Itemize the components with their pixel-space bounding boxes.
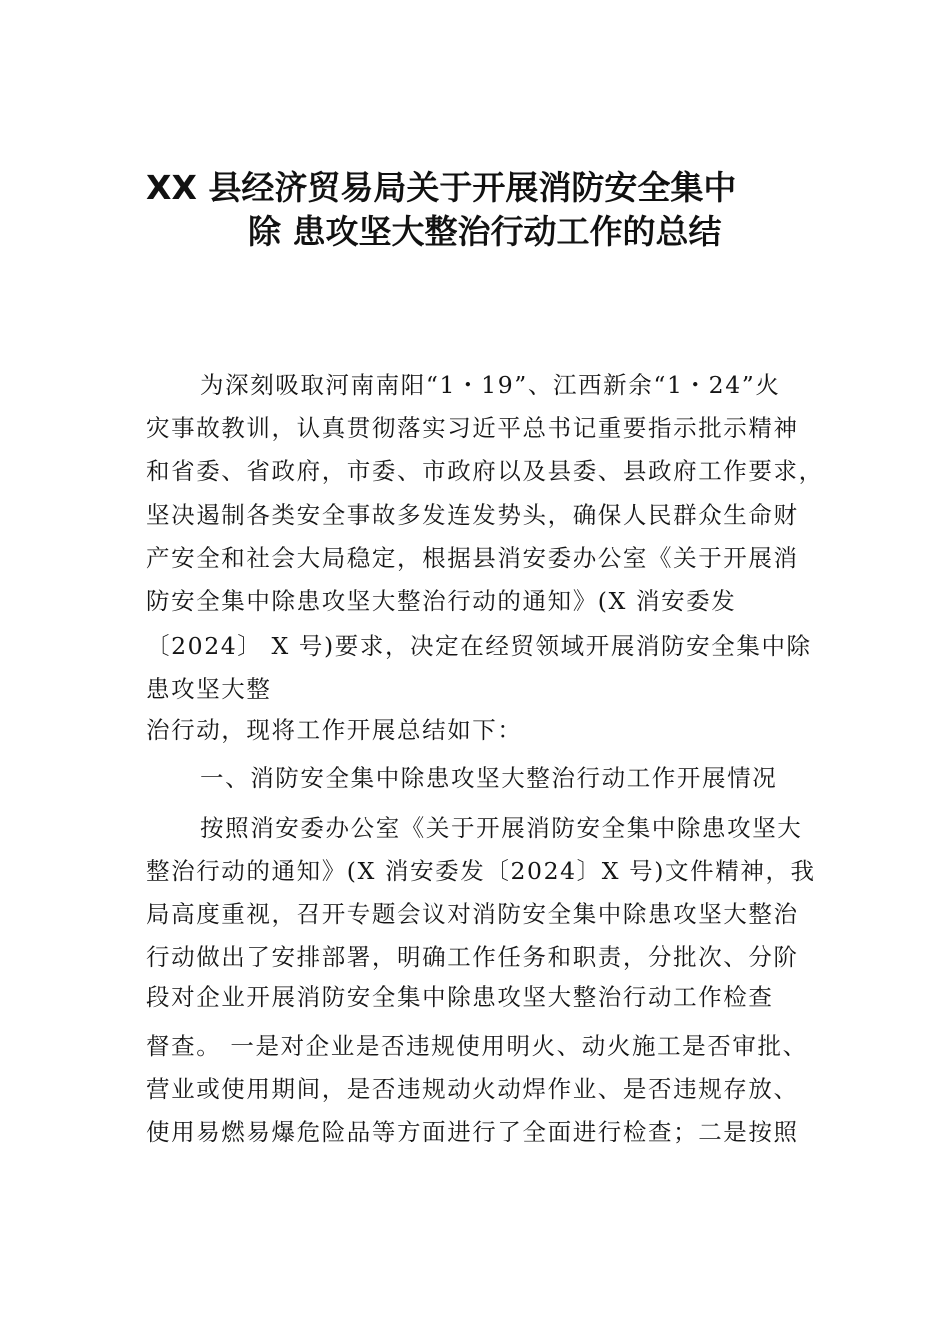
section-heading: 一、消防安全集中除患攻坚大整治行动工作开展情况 — [200, 764, 778, 792]
document-title-line-1: XX 县经济贸易局关于开展消防安全集中 — [146, 168, 737, 207]
paragraph-line: 督查。 一是对企业是否违规使用明火、动火施工是否审批、 — [146, 1032, 808, 1060]
paragraph-line: 使用易燃易爆危险品等方面进行了全面进行检查；二是按照 — [146, 1118, 799, 1146]
paragraph-line: 行动做出了安排部署，明确工作任务和职责，分批次、分阶 — [146, 943, 799, 971]
paragraph-line: 段对企业开展消防安全集中除患攻坚大整治行动工作检查 — [146, 983, 774, 1011]
paragraph-line: 坚决遏制各类安全事故多发连发势头，确保人民群众生命财 — [146, 501, 799, 529]
paragraph-line: 按照消安委办公室《关于开展消防安全集中除患攻坚大 — [200, 814, 803, 842]
paragraph-line: 产安全和社会大局稳定，根据县消安委办公室《关于开展消 — [146, 544, 799, 572]
paragraph-line: 灾事故教训，认真贯彻落实习近平总书记重要指示批示精神 — [146, 414, 799, 442]
paragraph-line: 局高度重视，召开专题会议对消防安全集中除患攻坚大整治 — [146, 900, 799, 928]
paragraph-line: 为深刻吸取河南南阳“1・19”、江西新余“1・24”火 — [200, 371, 781, 399]
paragraph-line: 和省委、省政府，市委、市政府以及县委、县政府工作要求， — [146, 457, 824, 485]
paragraph-line: 患攻坚大整 — [146, 675, 272, 703]
paragraph-line: 治行动，现将工作开展总结如下： — [146, 716, 523, 744]
paragraph-line: 营业或使用期间，是否违规动火动焊作业、是否违规存放、 — [146, 1075, 799, 1103]
paragraph-line: 〔2024〕 X 号)要求，决定在经贸领域开展消防安全集中除 — [146, 632, 812, 660]
paragraph-line: 防安全集中除患攻坚大整治行动的通知》(X 消安委发 — [146, 587, 737, 615]
document-title-line-2: 除 患攻坚大整治行动工作的总结 — [248, 212, 722, 251]
paragraph-line: 整治行动的通知》(X 消安委发〔2024〕X 号)文件精神，我 — [146, 857, 816, 885]
